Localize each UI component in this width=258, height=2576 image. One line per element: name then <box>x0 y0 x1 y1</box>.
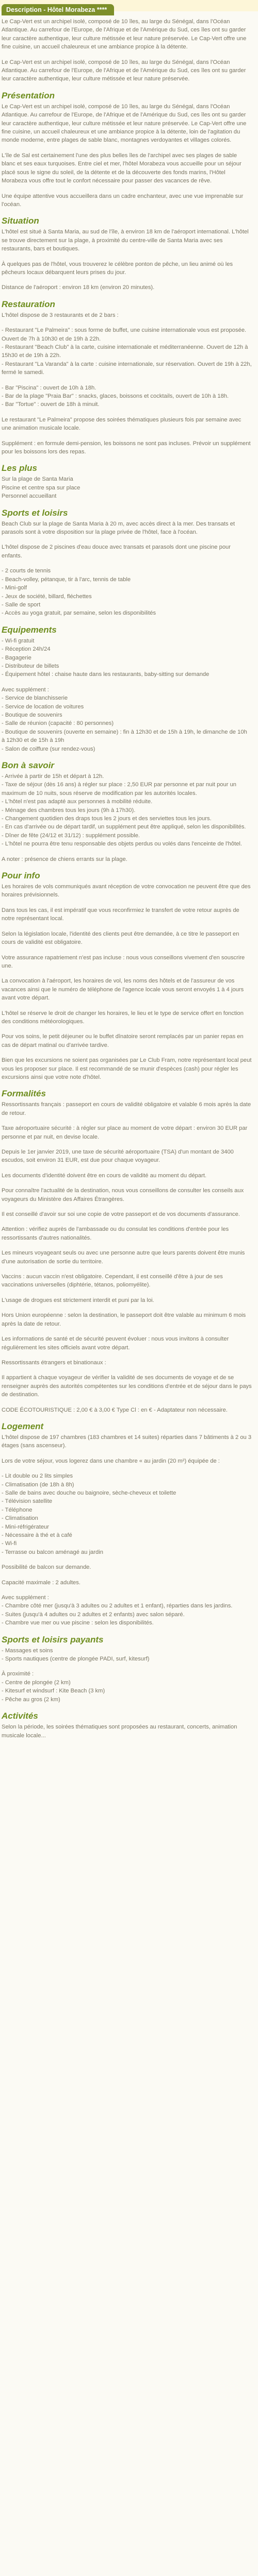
list-item: - Pêche au gros (2 km) <box>2 1696 60 1703</box>
list-item: - Climatisation <box>2 1515 38 1522</box>
list-item: - Service de blanchisserie <box>2 695 68 702</box>
info-p6: L'hôtel se réserve le droit de changer les horaires, le lieu et le type de service offert en fonction des conditions météorologiques. <box>2 1010 244 1025</box>
list-item: - Chambre vue mer ou vue piscine : selon les disponibilités. <box>2 1620 154 1626</box>
situation-p2: À quelques pas de l'hôtel, vous trouverez le célèbre ponton de pêche, un lieu animé où les pêcheurs locaux débarquent leurs prises du jour. <box>2 261 233 276</box>
ecotax-text: Type Cl : en € - Adaptateur non nécessaire. <box>116 1406 228 1413</box>
presentation-p3: Une équipe attentive vous accueillera dans un cadre enchanteur, avec une vue imprenable sur l'océan. <box>2 193 244 208</box>
bon-a-savoir-list <box>2 772 252 849</box>
formalites-p8: Les mineurs voyageant seuls ou avec une personne autre que leurs parents doivent être munis d'une autorisation de sortie du territoire. <box>2 1250 245 1265</box>
list-item: - Arrivée à partir de 15h et départ à 12h. <box>2 773 104 779</box>
intro-paragraph-2: Le Cap-Vert est un archipel isolé, composé de 10 îles, au large du Sénégal, dans l'Océan Atlantique. Au carrefour de l'Europe, de l'Afrique et de l'Amérique du Sud, ces îles ont su garder leur caractère authentique, leur culture métissée et leur nature préservée. <box>2 59 246 82</box>
heading-bon-a-savoir: Bon à savoir <box>2 760 55 770</box>
heading-info: Pour info <box>2 871 40 881</box>
info-p5: La convocation à l'aéroport, les horaires de vol, les noms des hôtels et de l'assureur de vos vacances ainsi que le numéro de téléphone de l'agence locale vous seront envoyés 1 à 4 jours avant votre départ. <box>2 978 244 1002</box>
formalites-p1: Ressortissants français : passeport en cours de validité obligatoire et valable 6 mois après la date de retour. <box>2 1101 251 1116</box>
formalites-p14: Il appartient à chaque voyageur de vérifier la validité de ses documents de voyage et de se renseigner auprès des autorités compétentes sur les conditions d'entrée et de séjour dans le pays de destination. <box>2 1375 252 1398</box>
formalites-p7: Attention : vérifiez auprès de l'ambassade ou du consulat les conditions d'entrée pour les ressortissants d'autres nationalités. <box>2 1226 229 1241</box>
supplement-label: Avec supplément : <box>2 1595 49 1601</box>
list-item: - Bagagerie <box>2 654 31 661</box>
info-p2: Dans tous les cas, il est impératif que vous reconfirmiez le transfert de votre retour auprès de notre représentant local. <box>2 907 239 922</box>
list-item: Personnel accueillant <box>2 493 57 500</box>
heading-plus: Les plus <box>2 463 37 473</box>
list-item: - Climatisation (de 18h à 8h) <box>2 1481 74 1488</box>
equipements-extra <box>2 686 252 753</box>
formalites-p9: Vaccins : aucun vaccin n'est obligatoire. Cependant, il est conseillé d'être à jour de ses vaccinations universelles (diphtérie, tétanos, poliomyélite). <box>2 1274 223 1289</box>
heading-situation: Situation <box>2 216 39 226</box>
bon-a-savoir-note: A noter : présence de chiens errants sur la plage. <box>2 856 127 862</box>
list-item: - Bar de la plage "Praia Bar" : snacks, glaces, boissons et cocktails, ouvert de 10h à 18h. <box>2 393 229 399</box>
list-item: - Service de location de voitures <box>2 703 84 710</box>
logement-p1: L'hôtel dispose de 197 chambres (183 chambres et 14 suites) réparties dans 7 bâtiments à 2 ou 3 étages (sans ascenseur). <box>2 1434 252 1449</box>
restauration-intro: L'hôtel dispose de 3 restaurants et de 2 bars : <box>2 312 119 318</box>
sports-payants-list <box>2 1647 252 1664</box>
list-item: - Bar "Piscina" : ouvert de 10h à 18h. <box>2 384 96 391</box>
list-item: - Téléphone <box>2 1506 33 1513</box>
plus-list <box>2 475 252 500</box>
heading-logement: Logement <box>2 1421 44 1431</box>
list-item: - Chambre côté mer (jusqu'à 3 adultes ou 2 adultes et 1 enfant), réparties dans les jardins. <box>2 1603 233 1609</box>
list-item: - Réception 24h/24 <box>2 646 51 653</box>
proximite-label: À proximité : <box>2 1671 34 1677</box>
sports-p1: Beach Club sur la plage de Santa Maria à 20 m, avec accès direct à la mer. Des transats et parasols sont à votre disposition sur la plage privée de l'hôtel, face à l'océan. <box>2 520 235 536</box>
formalites-p5: Pour connaître l'actualité de la destination, nous vous conseillons de consulter les conseils aux voyageurs du Ministère des Affaires Étrangères. <box>2 1188 244 1202</box>
logement-p3: Possibilité de balcon sur demande. <box>2 1564 91 1571</box>
heading-restauration: Restauration <box>2 299 55 309</box>
ecotax-label: CODE ÉCOTOURISTIQUE : 2,00 € à 3,00 € <box>2 1406 115 1413</box>
list-item: - Télévision satellite <box>2 1498 53 1505</box>
list-item: - L'hôtel ne pourra être tenu responsable des objets perdus ou volés dans l'enceinte de l'hôtel. <box>2 841 243 848</box>
list-item: - Restaurant "Le Palmeira" : sous forme de buffet, une cuisine internationale vous est proposée. Ouvert de 7h à 10h30 et de 19h à 22h. <box>2 327 247 342</box>
list-item: - Ménage des chambres tous les jours (9h à 17h30). <box>2 807 136 814</box>
list-item: - Salon de coiffure (sur rendez-vous) <box>2 745 95 752</box>
formalites-p3: Depuis le 1er janvier 2019, une taxe de sécurité aéroportuaire (TSA) d'un montant de 3400 escudos, soit environ 31 EUR, est due pour chaque voyageur. <box>2 1149 234 1164</box>
info-p4: Votre assurance rapatriement n'est pas incluse : nous vous conseillons vivement d'en souscrire une. <box>2 954 245 969</box>
formalites-p10: L'usage de drogues est strictement interdit et puni par la loi. <box>2 1297 154 1303</box>
list-item: - Wi-fi gratuit <box>2 637 35 644</box>
logement-p2: Lors de votre séjour, vous logerez dans une chambre « au jardin (20 m²) équipée de : <box>2 1458 220 1464</box>
restauration-supplement: Supplément : en formule demi-pension, les boissons ne sont pas incluses. Prévoir un supplément pour les boissons lors des repas. <box>2 440 251 455</box>
formalites-p4: Les documents d'identité doivent être en cours de validité au moment du départ. <box>2 1172 207 1179</box>
list-item: - 2 courts de tennis <box>2 568 51 574</box>
equipements-list <box>2 637 252 679</box>
list-item: - Suites (jusqu'à 4 adultes ou 2 adultes et 2 enfants) avec salon séparé. <box>2 1611 185 1618</box>
formalites-p2: Taxe aéroportuaire sécurité : à régler sur place au moment de votre départ : environ 30 EUR par personne et par nuit, en devise locale. <box>2 1125 248 1140</box>
formalites-p11: Hors Union européenne : selon la destination, le passeport doit être valable au minimum 6 mois après la date de retour. <box>2 1312 246 1327</box>
list-item: - Beach-volley, pétanque, tir à l'arc, tennis de table <box>2 576 131 583</box>
info-p8: Bien que les excursions ne soient pas organisées par Le Club Fram, notre représentant local peut vous les proposer sur place. Il est recommandé de se munir d'espèces (cash) pour régler les excursions ainsi que votre note d'hôtel. <box>2 1057 252 1080</box>
list-item: - Boutique de souvenirs <box>2 711 62 718</box>
list-item: - Mini-golf <box>2 585 27 591</box>
list-item: - Restaurant "Beach Club" à la carte, cuisine internationale et méditerranéenne. Ouvert de 12h à 15h30 et de 19h à 22h. <box>2 344 248 359</box>
list-item: - Terrasse ou balcon aménagé au jardin <box>2 1549 103 1555</box>
heading-formalites: Formalités <box>2 1089 46 1099</box>
presentation-p2: L'île de Sal est certainement l'une des plus belles îles de l'archipel avec ses plages de sable blanc et ses eaux turquoises. Entre ciel et mer, l'hôtel Morabeza vous accueille pour un séjour placé sous le signe du soleil, de la détente et de la découverte des fonds marins, l'Hôtel Morabeza vous offre tout le confort nécessaire pour passer des vacances de rêve. <box>2 152 241 184</box>
situation-p1: L'hôtel est situé à Santa Maria, au sud de l'île, à environ 18 km de l'aéroport international. L'hôtel se trouve directement sur la plage, à proximité du centre-ville de Santa Maria avec ses restaurants, bars et boutiques. <box>2 229 249 252</box>
list-item: - Centre de plongée (2 km) <box>2 1679 71 1686</box>
page-title: Description - Hôtel Morabeza **** <box>2 4 114 15</box>
info-p1: Les horaires de vols communiqués avant réception de votre convocation ne peuvent être que des horaires prévisionnels. <box>2 884 251 899</box>
list-item: Piscine et centre spa sur place <box>2 484 80 491</box>
heading-equipements: Equipements <box>2 624 57 635</box>
list-item: - L'hôtel n'est pas adapté aux personnes à mobilité réduite. <box>2 799 153 805</box>
list-item: - Salle de réunion (capacité : 80 personnes) <box>2 720 114 727</box>
proximite-list <box>2 1670 252 1704</box>
heading-sports: Sports et loisirs <box>2 507 68 518</box>
list-item: - Dîner de fête (24/12 et 31/12) : supplément possible. <box>2 832 140 839</box>
list-item: - Jeux de société, billard, fléchettes <box>2 593 92 600</box>
activites-p1: Selon la période, les soirées thématiques sont proposées au restaurant, concerts, animation musicale locale... <box>2 1724 237 1739</box>
list-item: - Nécessaire à thé et à café <box>2 1532 72 1538</box>
list-item: - Bar "Tortue" : ouvert de 18h à minuit. <box>2 401 100 408</box>
list-item: - Taxe de séjour (dès 16 ans) à régler sur place : 2,50 EUR par personne et par nuit pour un maximum de 10 nuits, sous réserve de modification par les autorités locales. <box>2 782 237 796</box>
list-item: - Wi-fi <box>2 1540 17 1547</box>
sports-list <box>2 567 252 617</box>
list-item: - Sports nautiques (centre de plongée PADI, surf, kitesurf) <box>2 1656 150 1663</box>
sports-p2: L'hôtel dispose de 2 piscines d'eau douce avec transats et parasols dont une piscine pour enfants. <box>2 544 231 559</box>
description-content <box>2 18 252 1747</box>
list-item: - Salle de bains avec douche ou baignoire, sèche-cheveux et toilette <box>2 1489 176 1496</box>
list-item: Sur la plage de Santa Maria <box>2 476 73 483</box>
logement-list <box>2 1472 252 1556</box>
restaurant-list <box>2 326 252 377</box>
formalites-p13: Ressortissants étrangers et binationaux : <box>2 1359 106 1366</box>
list-item: - Massages et soins <box>2 1647 53 1654</box>
list-item: - Équipement hôtel : chaise haute dans les restaurants, baby-sitting sur demande <box>2 671 209 678</box>
presentation-p1: Le Cap-Vert est un archipel isolé, composé de 10 îles, au large du Sénégal, dans l'Océan Atlantique. Au carrefour de l'Europe, de l'Afrique et de l'Amérique du Sud, ces îles ont su garder leur caractère authentique, leur culture métissée et leur nature préservée. Le Cap-Vert offre une fine cuisine, un accueil chaleureux et une ambiance propice à la détente, loin de l'agitation du monde moderne, entre plages de sable blanc, montagnes verdoyantes et villages colorés. <box>2 103 247 144</box>
list-item: - Kitesurf et windsurf : Kite Beach (3 km) <box>2 1688 105 1694</box>
formalites-p6: Il est conseillé d'avoir sur soi une copie de votre passeport et de vos documents d'assurance. <box>2 1211 240 1218</box>
list-item: - Lit double ou 2 lits simples <box>2 1473 73 1480</box>
logement-capacity: Capacité maximale : 2 adultes. <box>2 1579 80 1586</box>
list-item: - Salle de sport <box>2 601 41 608</box>
heading-sports-payants: Sports et loisirs payants <box>2 1634 104 1645</box>
ecotax-line <box>2 1406 252 1414</box>
bar-list <box>2 384 252 409</box>
list-item: - Restaurant "La Varanda" à la carte : cuisine internationale, sur réservation. Ouvert de 19h à 22h, fermé le samedi. <box>2 361 252 376</box>
restauration-note: Le restaurant "Le Palmeira" propose des soirées thématiques plusieurs fois par semaine avec une animation musicale locale. <box>2 416 241 432</box>
formalites-p12: Les informations de santé et de sécurité peuvent évoluer : nous vous invitons à consulter régulièrement les sites officiels avant votre départ. <box>2 1336 229 1351</box>
list-item: - Accès au yoga gratuit, par semaine, selon les disponibilités <box>2 610 156 617</box>
list-item: - En cas d'arrivée ou de départ tardif, un supplément peut être appliqué, selon les disponibilités. <box>2 824 246 831</box>
intro-paragraph: Le Cap-Vert est un archipel isolé, composé de 10 îles, au large du Sénégal, dans l'Océan Atlantique. Au carrefour de l'Europe, de l'Afrique et de l'Amérique du Sud, ces îles ont su garder leur caractère authentique, leur culture métissée et leur nature préservée. Le Cap-Vert offre une fine cuisine, un accueil chaleureux et une ambiance propice à la détente. <box>2 19 247 50</box>
list-item: - Distributeur de billets <box>2 663 59 669</box>
info-p7: Pour vos soins, le petit déjeuner ou le buffet dînatoire seront remplacés par un panier repas en cas de départ matinal ou d'arrivée tardive. <box>2 1033 244 1048</box>
logement-supplement-list <box>2 1594 252 1628</box>
info-p3: Selon la législation locale, l'identité des clients peut être demandée, à ce titre le passeport en cours de validité est obligatoire. <box>2 930 239 946</box>
heading-activites: Activités <box>2 1711 38 1721</box>
list-item: - Changement quotidien des draps tous les 2 jours et des serviettes tous les jours. <box>2 816 212 822</box>
list-item: - Boutique de souvenirs (ouverte en semaine) : fin à 12h30 et de 15h à 19h, le dimanche de 10h à 12h30 et de 15h à 19h <box>2 728 247 744</box>
list-item: - Mini-réfrigérateur <box>2 1523 50 1530</box>
extra-label: Avec supplément : <box>2 686 49 693</box>
situation-p3: Distance de l'aéroport : environ 18 km (environ 20 minutes). <box>2 284 155 291</box>
heading-presentation: Présentation <box>2 90 55 100</box>
